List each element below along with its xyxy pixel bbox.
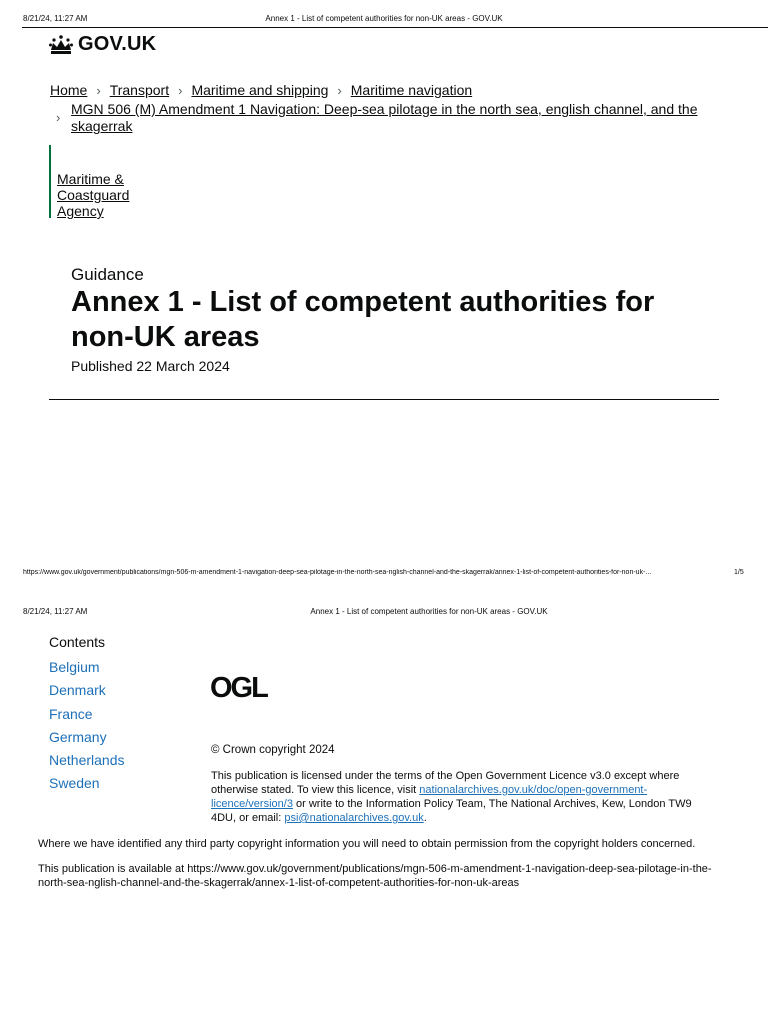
print-page-number: 1/5 bbox=[734, 569, 744, 576]
contents-heading: Contents bbox=[49, 634, 106, 650]
breadcrumb-maritime-shipping[interactable]: Maritime and shipping bbox=[191, 82, 329, 98]
chevron-right-icon: › bbox=[96, 82, 101, 98]
document-type-caption: Guidance bbox=[71, 265, 144, 284]
page-title-line-2: non-UK areas bbox=[71, 321, 260, 353]
organisation-logo-border bbox=[49, 145, 51, 218]
contents-link-germany[interactable]: Germany bbox=[49, 728, 107, 745]
print-timestamp: 8/21/24, 11:27 AM bbox=[23, 14, 88, 23]
page-title-line-1: Annex 1 - List of competent authorities for bbox=[71, 286, 655, 318]
govuk-wordmark: GOV.UK bbox=[78, 33, 157, 55]
published-date: Published 22 March 2024 bbox=[71, 358, 230, 374]
third-party-copyright-note: Where we have identified any third party copyright information you will need to obtain permission from the copyright holders concerned. bbox=[38, 838, 696, 850]
print-doc-title: Annex 1 - List of competent authorities for non-UK areas - GOV.UK bbox=[310, 607, 548, 616]
breadcrumb bbox=[50, 82, 472, 98]
chevron-right-icon: › bbox=[56, 110, 61, 125]
email-link[interactable]: psi@nationalarchives.gov.uk bbox=[284, 812, 424, 824]
govuk-logo[interactable] bbox=[48, 33, 156, 56]
licence-text-part-2: or write to the Information Policy Team, The National Archives, Kew, London TW9 4DU, or email: bbox=[211, 798, 692, 824]
print-footer-url: https://www.gov.uk/government/publications/mgn-506-m-amendment-1-navigation-deep-sea-pilotage-in-the-north-sea-nglish-channel-and-the-skagerrak/annex-1-list-of-competent-authorities-for-non-uk-... bbox=[23, 569, 652, 576]
print-timestamp: 8/21/24, 11:27 AM bbox=[23, 607, 88, 616]
breadcrumb-transport[interactable]: Transport bbox=[109, 82, 170, 98]
chevron-right-icon: › bbox=[337, 82, 342, 98]
breadcrumb-home[interactable]: Home bbox=[50, 82, 88, 98]
publication-availability-note: This publication is available at https://www.gov.uk/government/publications/mgn-506-m-amendment-1-navigation-deep-sea-pilotage-in-the-north-sea-nglish-channel-and-the-skagerrak/annex-1-list-of-competent-authorities-for-non-uk-areas bbox=[38, 863, 712, 889]
contents-link-denmark[interactable]: Denmark bbox=[49, 682, 106, 699]
organisation-name-line-1: Maritime & bbox=[57, 171, 124, 187]
contents-link-netherlands[interactable]: Netherlands bbox=[49, 752, 125, 769]
licence-text-part-1: This publication is licensed under the terms of the Open Government Licence v3.0 except where otherwise stated. To view this licence, visit bbox=[211, 770, 680, 796]
licence-text bbox=[211, 769, 711, 825]
contents-list bbox=[49, 656, 189, 796]
licence-text-part-3: . bbox=[423, 812, 427, 824]
ogl-logo: OGL bbox=[210, 672, 267, 704]
title-divider bbox=[49, 399, 719, 400]
contents-link-belgium[interactable]: Belgium bbox=[49, 659, 100, 675]
contents-link-sweden[interactable]: Sweden bbox=[49, 775, 100, 792]
organisation-name-line-3: Agency bbox=[57, 203, 104, 219]
copyright-notice: © Crown copyright 2024 bbox=[211, 744, 335, 756]
licence-link[interactable]: nationalarchives.gov.uk/doc/open-government-licence/version/3 bbox=[211, 784, 648, 810]
organisation-link[interactable] bbox=[57, 171, 129, 219]
contents-link-france[interactable]: France bbox=[49, 705, 93, 722]
header-rule bbox=[22, 27, 768, 28]
breadcrumb-mgn-506[interactable]: MGN 506 (M) Amendment 1 Navigation: Deep-sea pilotage in the north sea, english channel, and the skagerrak bbox=[71, 101, 698, 134]
print-doc-title: Annex 1 - List of competent authorities for non-UK areas - GOV.UK bbox=[265, 14, 503, 23]
organisation-name-line-2: Coastguard bbox=[57, 187, 130, 203]
page-title bbox=[71, 285, 654, 355]
chevron-right-icon: › bbox=[178, 82, 183, 98]
crown-icon bbox=[48, 34, 74, 56]
breadcrumb-maritime-navigation[interactable]: Maritime navigation bbox=[350, 82, 473, 98]
